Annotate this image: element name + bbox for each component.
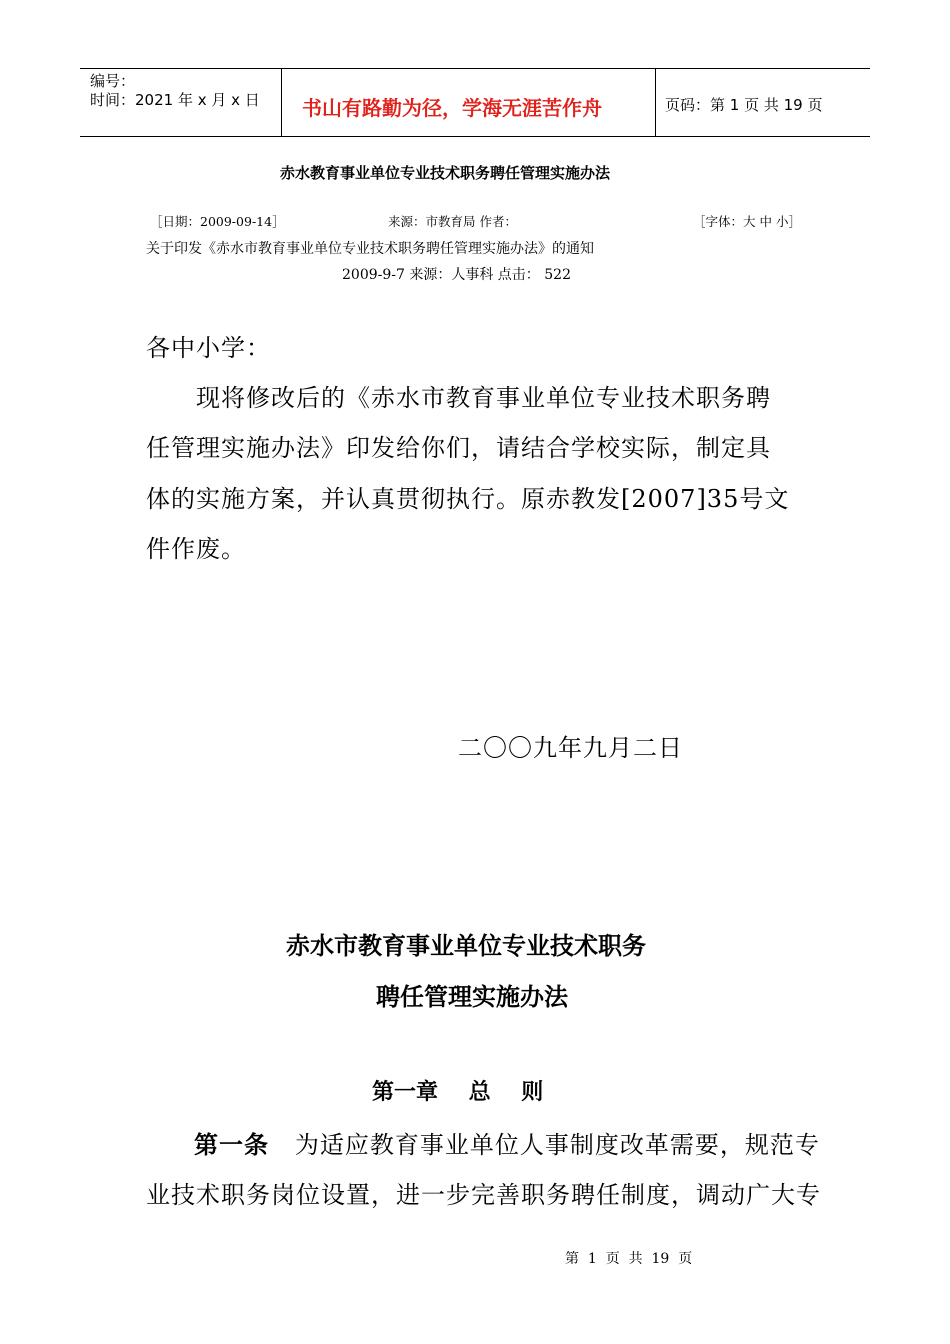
header-date-label: 时间：2021 年 x 月 x 日 xyxy=(90,91,260,109)
main-title-line-2: 聘任管理实施办法 xyxy=(376,983,568,1011)
notice-title: 关于印发《赤水市教育事业单位专业技术职务聘任管理实施办法》的通知 xyxy=(146,241,594,257)
date-signature: 二〇〇九年九月二日 xyxy=(458,734,683,762)
header-page-info: 页码：第 1 页 共 19 页 xyxy=(665,96,823,114)
article-spacer xyxy=(269,1131,295,1159)
header-divider-right xyxy=(655,68,656,136)
meta-source: 来源：市教育局 作者： xyxy=(388,214,517,229)
doc-small-title: 赤水教育事业单位专业技术职务聘任管理实施办法 xyxy=(280,164,611,182)
notice-meta: 2009-9-7 来源：人事科 点击： 522 xyxy=(342,267,571,283)
article-label: 第一条 xyxy=(194,1130,269,1159)
article-line-2: 业技术职务岗位设置，进一步完善职务聘任制度，调动广大专 xyxy=(146,1181,821,1209)
article-text-1: 为适应教育事业单位人事制度改革需要，规范专 xyxy=(294,1131,820,1159)
para-line-4: 件作废。 xyxy=(146,535,246,563)
header-motto: 书山有路勤为径，学海无涯苦作舟 xyxy=(302,96,602,120)
footer-page-number: 第 1 页 共 19 页 xyxy=(565,1251,693,1267)
para-line-3: 体的实施方案，并认真贯彻执行。原赤教发[2007]35号文 xyxy=(146,485,790,513)
para-line-2: 任管理实施办法》印发给你们，请结合学校实际，制定具 xyxy=(146,434,771,462)
header-divider-left xyxy=(281,68,282,136)
header-bottom-rule xyxy=(80,136,870,137)
para-line-1: 现将修改后的《赤水市教育事业单位专业技术职务聘 xyxy=(196,384,771,412)
article-line-1 xyxy=(194,1125,820,1160)
chapter-title: 第一章 总 则 xyxy=(372,1079,544,1105)
header-serial-label: 编号： xyxy=(90,72,136,90)
salutation: 各中小学： xyxy=(146,334,271,362)
header-top-rule xyxy=(80,68,870,69)
meta-font-size: ［字体：大 中 小］ xyxy=(693,214,801,229)
main-title-line-1: 赤水市教育事业单位专业技术职务 xyxy=(286,932,646,960)
meta-date: ［日期：2009-09-14］ xyxy=(150,214,285,229)
